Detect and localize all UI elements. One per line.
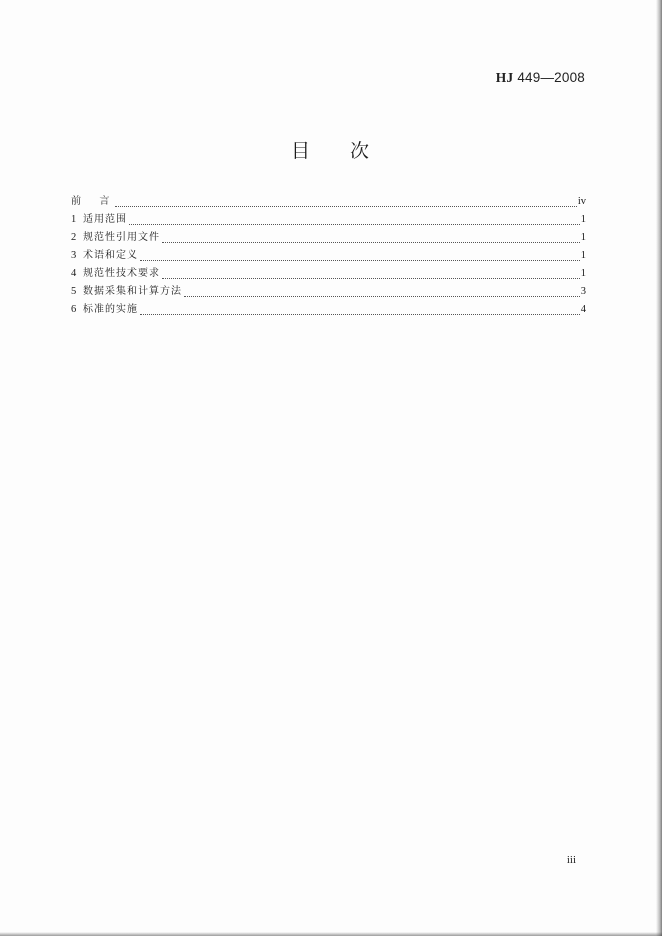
toc-leader-dots	[115, 205, 576, 207]
standard-code	[496, 70, 585, 86]
toc-entry-page: 1	[580, 250, 586, 261]
toc-entry-label: 标准的实施	[83, 304, 138, 315]
toc-entry-label: 前 言	[71, 196, 114, 207]
toc-entry-terms-definitions[interactable]	[71, 247, 586, 265]
toc-entry-label: 数据采集和计算方法	[83, 286, 182, 297]
toc-entry-label: 适用范围	[83, 214, 127, 225]
toc-entry-label: 术语和定义	[83, 250, 138, 261]
toc-title-char-2: 次	[350, 140, 372, 162]
toc-entry-page: 1	[580, 214, 586, 225]
toc-entry-number: 4	[71, 268, 77, 279]
toc-leader-dots	[162, 277, 580, 279]
toc-entry-number: 2	[71, 232, 77, 243]
toc-entry-normative-references[interactable]	[71, 229, 586, 247]
toc-entry-page: 1	[580, 268, 586, 279]
toc-entry-number: 6	[71, 304, 77, 315]
table-of-contents	[71, 193, 586, 319]
toc-entry-foreword[interactable]	[71, 193, 586, 211]
toc-entry-page: iv	[577, 196, 586, 207]
toc-entry-number: 1	[71, 214, 77, 225]
scan-edge-shadow	[656, 0, 662, 936]
toc-entry-scope[interactable]	[71, 211, 586, 229]
toc-leader-dots	[162, 241, 580, 243]
standard-number: 449—2008	[517, 70, 585, 85]
toc-entry-technical-requirements[interactable]	[71, 265, 586, 283]
page-number: iii	[566, 854, 576, 866]
toc-leader-dots	[140, 313, 580, 315]
toc-entry-number: 3	[71, 250, 77, 261]
toc-title-char-1: 目	[290, 140, 312, 162]
toc-title	[0, 136, 662, 163]
toc-leader-dots	[129, 223, 580, 225]
toc-leader-dots	[140, 259, 580, 261]
toc-entry-label: 规范性引用文件	[83, 232, 160, 243]
toc-entry-implementation[interactable]	[71, 301, 586, 319]
toc-entry-label: 规范性技术要求	[83, 268, 160, 279]
toc-entry-number: 5	[71, 286, 77, 297]
toc-entry-page: 4	[580, 304, 586, 315]
toc-entry-data-collection[interactable]	[71, 283, 586, 301]
scan-edge-shadow-bottom	[0, 932, 662, 936]
toc-leader-dots	[184, 295, 580, 297]
standard-prefix: HJ	[495, 70, 514, 85]
toc-entry-page: 1	[580, 232, 586, 243]
toc-entry-page: 3	[580, 286, 586, 297]
